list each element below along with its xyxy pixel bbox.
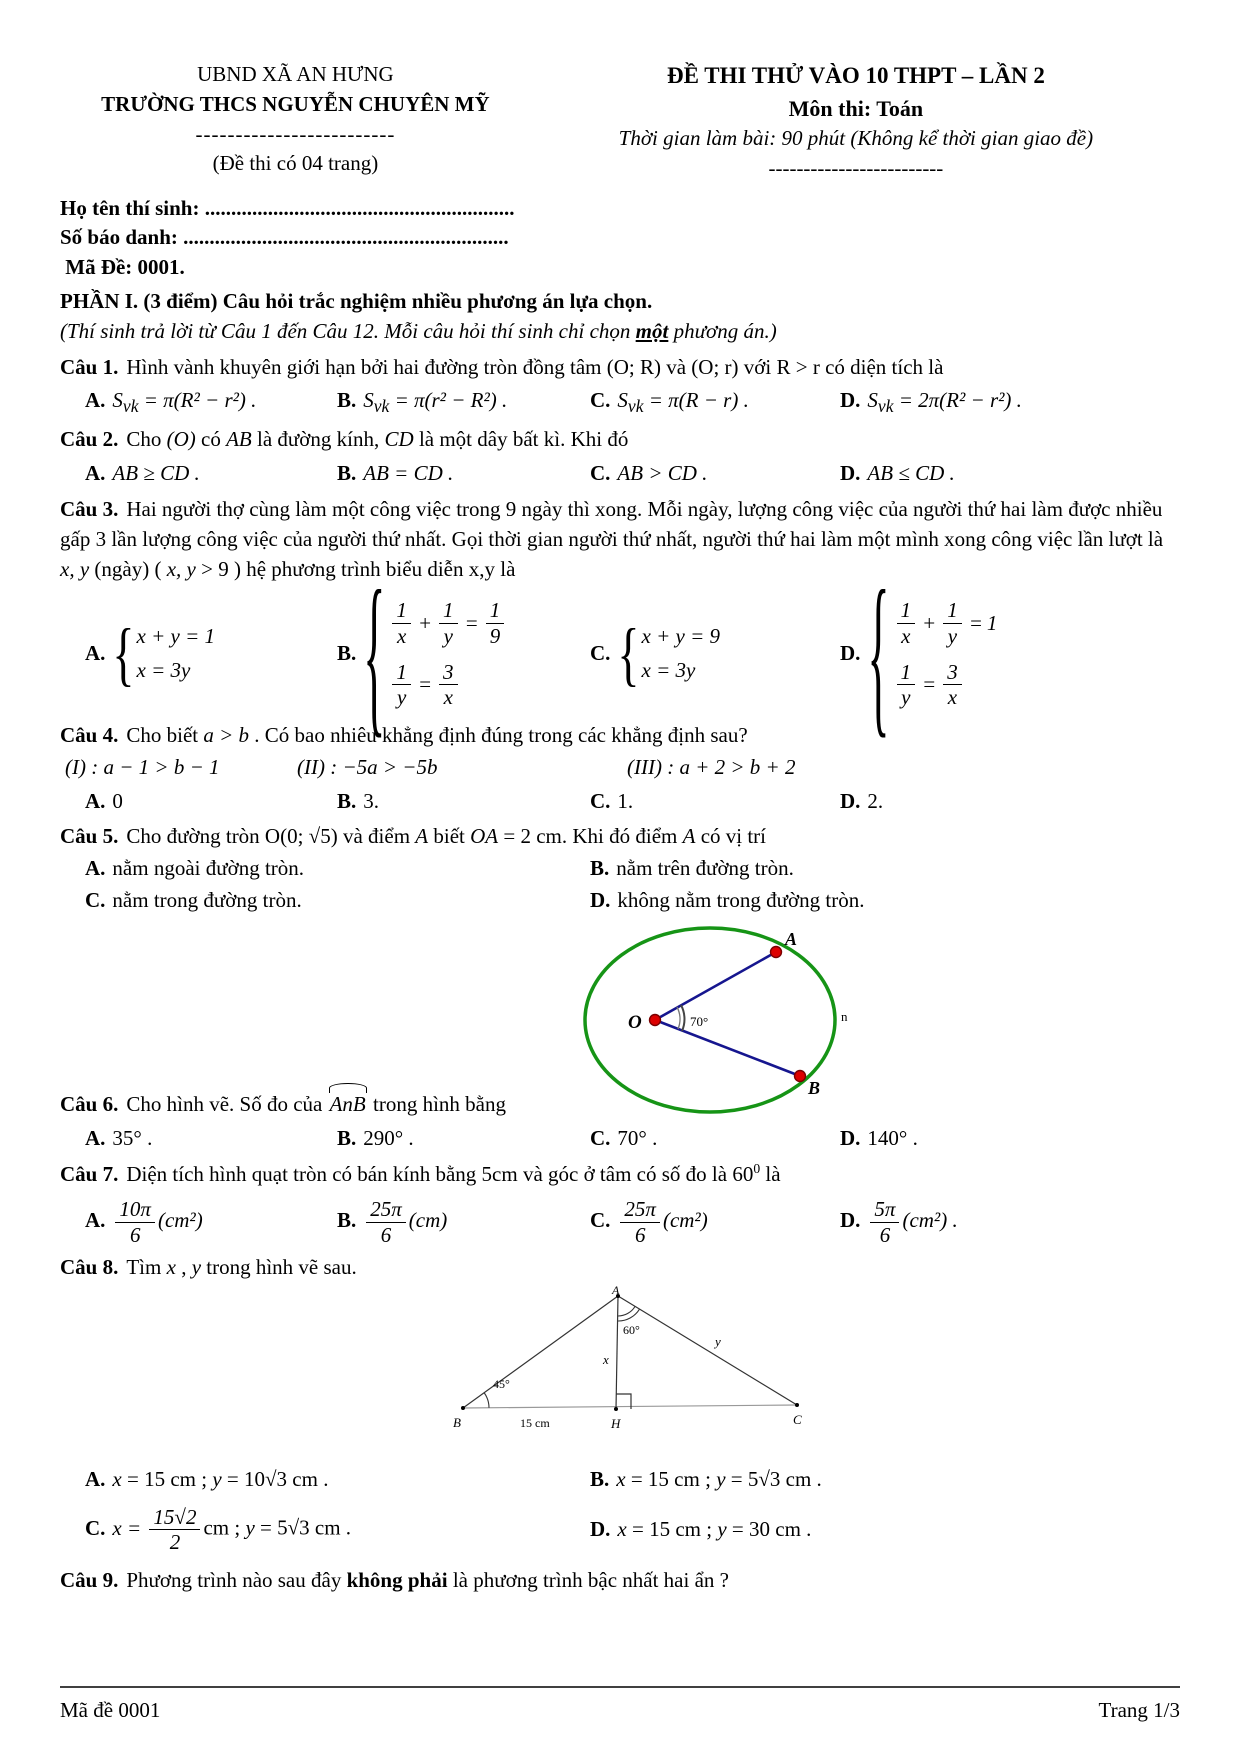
question-2-options: [60, 459, 1181, 489]
point-C-dot: [795, 1403, 799, 1407]
question-3-label: Câu 3.: [60, 497, 119, 522]
option-c: C. nằm trong đường tròn.: [85, 888, 302, 913]
circle-outline: [585, 928, 835, 1112]
option-c: C. { x + y = 9 x = 3y: [590, 613, 720, 694]
question-1-text: Hình vành khuyên giới hạn bởi hai đường tròn đồng tâm (O; R) và (O; r) với R > r có diện tích là: [126, 354, 944, 379]
label-angle-60: 60°: [623, 1323, 640, 1338]
option-d: D. AB ≤ CD .: [840, 461, 955, 486]
option-d: D. $\frac{5\pi}{6}$ (cm²) .: [840, 1197, 958, 1247]
side-AC: [618, 1296, 797, 1405]
student-name-line: [60, 194, 1181, 224]
exam-time: Thời gian làm bài: 90 phút (Không kể thời gian giao đề): [618, 125, 1094, 150]
divider-dashes: -------------------------: [195, 121, 396, 146]
question-1: [60, 353, 1181, 420]
option-b: B. 3.: [337, 788, 380, 813]
exam-code: Mã Đề: 0001.: [65, 255, 185, 280]
question-4-text: Cho biết a > b . Có bao nhiêu khẳng định đúng trong các khẳng định sau?: [126, 723, 748, 748]
question-1-label: Câu 1.: [60, 354, 119, 379]
option-b: B. $S_{vk} = \pi(r^2 - R^2)$ .: [337, 388, 508, 417]
school-name: TRƯỜNG THCS NGUYỄN CHUYÊN MỸ: [101, 91, 490, 116]
label-A: A: [612, 1286, 620, 1298]
option-c: C. AB > CD .: [590, 461, 708, 486]
point-O-dot: [650, 1014, 661, 1025]
option-a: A. $\frac{10\pi}{6}$ (cm²): [85, 1197, 203, 1247]
question-9-label: Câu 9.: [60, 1568, 119, 1593]
question-7-label: Câu 7.: [60, 1161, 119, 1186]
question-5-options-row1: [60, 854, 1181, 884]
question-5-label: Câu 5.: [60, 824, 119, 849]
student-name-dots: ...........................................................: [204, 195, 515, 220]
header-left: [60, 60, 531, 184]
label-x: x: [603, 1352, 609, 1368]
option-a: A. { x + y = 1 x = 3y: [85, 613, 215, 694]
angle-A-arc-1: [618, 1307, 635, 1317]
question-9: [60, 1566, 1181, 1596]
option-a: A. nằm ngoài đường tròn.: [85, 856, 305, 881]
question-5-options-row2: [60, 886, 1181, 916]
org-name: UBND XÃ AN HƯNG: [197, 62, 394, 86]
question-3-text: Hai người thợ cùng làm một công việc trong 9 ngày thì xong. Mỗi ngày, lượng công việc của người thứ hai làm được nhiều gấp 3 lần lượng công việc của người thứ nhất. Gọi thời gian người thứ nhất, người thứ hai làm một mình xong công việc lần lượt là x, y (ngày) ( x, y > 9 ) hệ phương trình biểu diễn x,y là: [60, 497, 1164, 581]
point-B-dot: [461, 1406, 465, 1410]
part1-heading: PHẦN I. (3 điểm) Câu hỏi trắc nghiệm nhiều phương án lựa chọn.: [60, 288, 653, 313]
point-H-dot: [614, 1407, 618, 1411]
option-d: D. không nằm trong đường tròn.: [590, 888, 865, 913]
question-8-options-row1: [60, 1465, 1181, 1495]
label-15cm: 15 cm: [520, 1416, 550, 1431]
point-B-dot: [795, 1070, 806, 1081]
label-H: H: [611, 1416, 621, 1432]
student-id-label: Số báo danh:: [60, 225, 178, 250]
header-right: [531, 60, 1181, 184]
label-O: O: [628, 1011, 642, 1033]
option-b: B. $\frac{25\pi}{6}$ (cm): [337, 1197, 448, 1247]
question-4-label: Câu 4.: [60, 723, 119, 748]
question-7: [60, 1160, 1181, 1247]
option-a: A. 35° .: [85, 1125, 153, 1150]
question-6-options: [60, 1124, 1181, 1154]
radius-OA: [655, 952, 776, 1020]
option-d: D. 140° .: [840, 1125, 918, 1150]
label-angle-45: 45°: [493, 1377, 510, 1392]
option-a: A. $S_{vk} = \pi(R^2 - r^2)$ .: [85, 388, 257, 417]
footer-exam-code: Mã đề 0001: [60, 1698, 161, 1722]
question-8: [60, 1253, 1181, 1555]
option-b: B. { $\frac{1}{x}$ + $\frac{1}{y}$ = $\frac{1}{9}$ $\frac{1}{y}$ = $\frac{3}{x}$: [337, 592, 590, 715]
angle-B-arc: [484, 1393, 489, 1408]
label-angle-70: 70°: [690, 1013, 709, 1029]
option-c: C. $S_{vk} = \pi(R - r)$ .: [590, 388, 749, 417]
question-6-text: Cho hình vẽ. Số đo của AnB trong hình bằng: [126, 1092, 506, 1116]
student-name-label: Họ tên thí sinh:: [60, 195, 200, 220]
question-8-label: Câu 8.: [60, 1254, 119, 1279]
divider-dashes: -------------------------: [768, 155, 944, 180]
option-d: D. $S_{vk} = 2\pi(R^2 - r^2)$ .: [840, 388, 1022, 417]
question-4-statements: [60, 753, 1181, 783]
label-B: B: [808, 1077, 821, 1098]
question-8-text: Tìm x , y trong hình vẽ sau.: [126, 1254, 357, 1279]
pages-note: (Đề thi có 04 trang): [212, 151, 379, 176]
question-5: [60, 822, 1181, 915]
question-5-text: Cho đường tròn O(0; √5) và điểm A biết OA = 2 cm. Khi đó điểm A có vị trí: [126, 824, 767, 849]
triangle-figure: [445, 1286, 1181, 1455]
question-2: [60, 425, 1181, 489]
label-y: y: [715, 1334, 721, 1350]
statement-1: (I) : a − 1 > b − 1: [65, 754, 220, 779]
question-4: [60, 721, 1181, 816]
arc-AnB: AnB: [328, 1090, 368, 1120]
question-7-text: Diện tích hình quạt tròn có bán kính bằng 5cm và góc ở tâm có số đo là $60^0$ là: [126, 1160, 781, 1186]
label-arc-n: n: [841, 1008, 848, 1024]
question-2-label: Câu 2.: [60, 427, 119, 452]
point-A-dot: [771, 946, 782, 957]
question-8-options-row2: [60, 1505, 1181, 1554]
part1-note: (Thí sinh trả lời từ Câu 1 đến Câu 12. Mỗi câu hỏi thí sinh chỉ chọn một phương án.): [60, 318, 777, 343]
label-C: C: [793, 1412, 802, 1428]
option-d: D. { $\frac{1}{x}$ + $\frac{1}{y}$ = 1 $\frac{1}{y}$ = $\frac{3}{x}$: [840, 553, 998, 753]
option-c: C. x = $\frac{15√2}{2}$ cm ; y = 5√3 cm .: [85, 1505, 352, 1555]
header: [60, 60, 1181, 184]
option-b: B. x = 15 cm ; y = 5√3 cm .: [590, 1467, 822, 1492]
option-c: C. 70° .: [590, 1125, 658, 1150]
question-6-label: Câu 6.: [60, 1091, 119, 1116]
question-1-options: [60, 386, 1181, 419]
option-a: A. x = 15 cm ; y = 10√3 cm .: [85, 1467, 329, 1492]
side-BA: [463, 1296, 618, 1408]
label-B: B: [453, 1415, 461, 1431]
option-d: D. 2.: [840, 788, 884, 813]
option-c: C. $\frac{25\pi}{6}$ (cm²): [590, 1197, 708, 1247]
question-2-text: Cho (O) có AB là đường kính, CD là một dây bất kì. Khi đó: [126, 427, 629, 452]
student-id-line: [60, 223, 1181, 253]
student-id-dots: ..............................................................: [183, 225, 509, 250]
option-d: D. x = 15 cm ; y = 30 cm .: [590, 1516, 812, 1541]
radius-OB: [655, 1020, 800, 1076]
circle-figure-svg: [578, 918, 858, 1130]
option-b: B. AB = CD .: [337, 461, 454, 486]
statement-3: (III) : a + 2 > b + 2: [627, 754, 796, 779]
statement-2: (II) : −5a > −5b: [297, 754, 438, 779]
question-9-text: Phương trình nào sau đây không phải là phương trình bậc nhất hai ẩn ?: [126, 1568, 729, 1593]
angle-A-arc-2: [618, 1310, 640, 1322]
altitude-AH: [616, 1296, 618, 1409]
side-BC: [463, 1405, 797, 1408]
option-c: C. 1.: [590, 788, 634, 813]
option-b: B. 290° .: [337, 1125, 414, 1150]
question-7-options: [60, 1197, 1181, 1246]
angle-arc-inner: [677, 1007, 680, 1029]
footer-page-number: Trang 1/3: [1098, 1698, 1180, 1722]
exam-subject: Môn thi: Toán: [788, 95, 924, 121]
student-info: [60, 194, 1181, 283]
label-A: A: [785, 928, 798, 949]
footer: [60, 1686, 1180, 1726]
option-a: A. AB ≥ CD .: [85, 461, 200, 486]
option-b: B. nằm trên đường tròn.: [590, 856, 794, 881]
option-a: A. 0: [85, 788, 123, 813]
question-4-options: [60, 787, 1181, 817]
angle-arc: [681, 1005, 684, 1031]
triangle-figure-svg: [445, 1286, 815, 1446]
exam-title: ĐỀ THI THỬ VÀO 10 THPT – LẦN 2: [666, 63, 1045, 88]
